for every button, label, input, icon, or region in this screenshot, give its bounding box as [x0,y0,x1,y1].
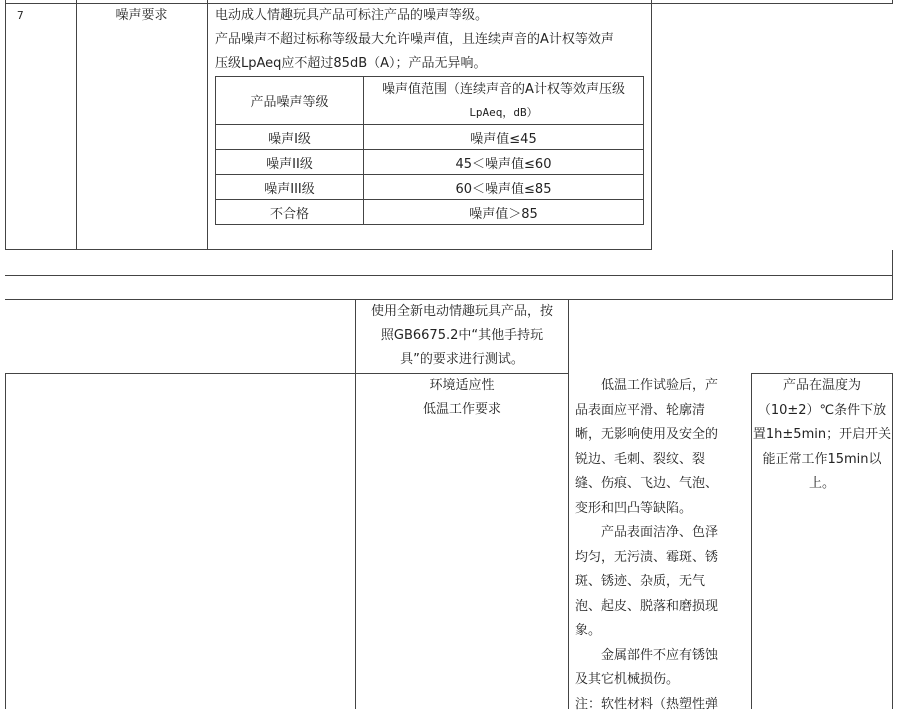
requirement-text-line: 均匀，无污渍、霉斑、锈 [575,546,745,571]
lower-col-right [892,373,893,709]
requirement-line-3: 压级LpAeq应不超过85dB（A）；产品无异响。 [215,52,487,77]
table-row [216,200,644,225]
noise-range-cell: 噪声值＞85 [364,200,644,225]
requirement-text-line: 变形和凹凸等缺陷。 [575,497,745,522]
separator-right-border [892,250,893,300]
row7-bottom-border [5,249,652,250]
noise-table-header-range [364,77,644,125]
method-text-line: 上。 [752,472,892,497]
requirement-text-line: 产品表面洁净、色泽 [575,521,745,546]
test-method-line-3: 具”的要求进行测试。 [356,348,568,373]
requirement-text-line: 低温工作试验后，产 [575,374,745,399]
test-method-line-1: 使用全新电动情趣玩具产品，按 [356,300,568,325]
noise-grade-table [215,76,644,225]
requirement-line-2: 产品噪声不超过标称等级最大允许噪声值，且连续声音的A计权等效声 [215,28,614,53]
requirement-text-line: 锐边、毛刺、裂纹、裂 [575,448,745,473]
noise-table-header-grade: 产品噪声等级 [216,77,364,125]
separator-line-1 [5,275,893,276]
env-subtitle: 低温工作要求 [356,398,568,423]
low-temp-test-method [752,374,892,497]
requirement-text-line: 品表面应平滑、轮廓清 [575,399,745,424]
col-border-3 [651,0,652,250]
col-border-1 [76,0,77,250]
row-number: 7 [17,4,24,29]
col-border-2 [207,0,208,250]
noise-range-cell: 噪声值≤45 [364,125,644,150]
col-border-right [892,0,893,4]
item-name: 噪声要求 [76,4,207,29]
requirement-text-line: 金属部件不应有锈蚀 [575,644,745,669]
col-border-left [5,0,6,250]
requirement-text-line: 注：软性材料（热塑性弹 [575,693,745,717]
test-method-line-2: 照GB6675.2中“其他手持玩 [356,324,568,349]
noise-grade-cell: 噪声III级 [216,175,364,200]
lower-col-2 [568,299,569,709]
noise-table-header-range-line1: 噪声值范围（连续声音的A计权等效声压级 [364,78,643,102]
lower-col-left [5,373,6,709]
method-text-line: （10±2）℃条件下放 [752,399,892,424]
noise-table-header-range-line2: LpAeq，dB） [364,102,643,124]
method-text-line: 能正常工作15min以 [752,448,892,473]
noise-range-cell: 60＜噪声值≤85 [364,175,644,200]
table-row [216,150,644,175]
requirement-text-line: 晰，无影响使用及安全的 [575,423,745,448]
noise-grade-cell: 不合格 [216,200,364,225]
method-text-line: 置1h±5min；开启开关 [752,423,892,448]
noise-grade-cell: 噪声I级 [216,125,364,150]
table-row [216,125,644,150]
noise-range-cell: 45＜噪声值≤60 [364,150,644,175]
requirement-text-line: 泡、起皮、脱落和磨损现 [575,595,745,620]
requirement-text-line: 象。 [575,619,745,644]
table-row [216,175,644,200]
noise-grade-cell: 噪声II级 [216,150,364,175]
low-temp-requirement [575,374,745,717]
requirement-line-1: 电动成人情趣玩具产品可标注产品的噪声等级。 [215,4,488,29]
requirement-text-line: 及其它机械损伤。 [575,668,745,693]
env-title: 环境适应性 [356,374,568,399]
requirement-text-line: 缝、伤痕、飞边、气泡、 [575,472,745,497]
requirement-text-line: 斑、锈迹、杂质，无气 [575,570,745,595]
method-text-line: 产品在温度为 [752,374,892,399]
